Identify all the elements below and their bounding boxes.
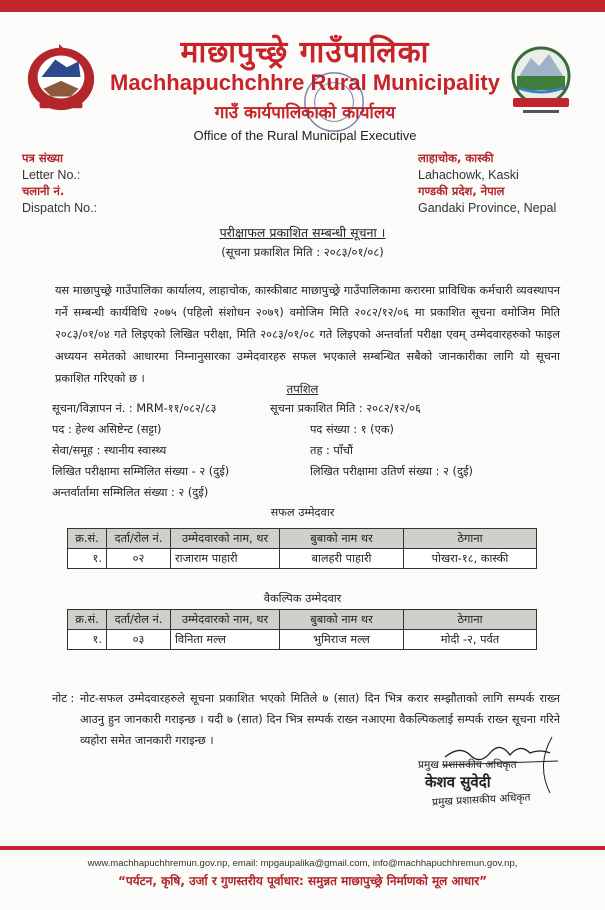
letter-no-label-en: Letter No.: [22, 167, 81, 182]
table-row [68, 630, 537, 650]
table-header-row [68, 610, 537, 630]
alternate-candidates-caption: वैकल्पिक उम्मेदवार [263, 592, 342, 605]
cell-serial: १. [68, 630, 107, 650]
signatory-title-handwritten: प्रमुख प्रशासकीय अधिकृत [418, 759, 517, 771]
municipality-name-english: Machhapuchchhre Rural Municipality [110, 70, 500, 95]
footer-motto: “पर्यटन, कृषि, उर्जा र गुणस्तरीय पूर्वाधार: समुन्नत माछापुच्छ्रे निर्माणको मूल आधार” [117, 874, 488, 888]
col-father-name: बुबाको नाम थर [280, 529, 404, 549]
municipality-name-nepali: माछापुच्छ्रे गाउँपालिका [180, 35, 430, 70]
col-candidate-name: उम्मेदवारको नाम, थर [171, 610, 280, 630]
office-name-nepali: गाउँ कार्यपालिकाको कार्यालय [214, 103, 396, 123]
note-text: नोट-सफल उम्मेदवारहरुले सूचना प्रकाशित भएको मितिले ७ (सात) दिन भित्र करार सम्झौताको लागि सम्पर्क राख्न आउनु हुन जानकारी गराइन्छ । यदी ७ (सात) दिन भित्र सम्पर्क राख्न नआएमा वैकल्पिकलाई सम्पर्क राख्न सूचना गरिने व्यहोरा समेत जानकारी गराइन्छ । [80, 692, 560, 747]
successful-candidates-caption: सफल उम्मेदवार [270, 506, 335, 519]
col-serial: क्र.सं. [68, 529, 107, 549]
col-father-name: बुबाको नाम थर [280, 610, 404, 630]
office-name-english: Office of the Rural Municipal Executive [193, 128, 417, 143]
location-ne: लाहाचोक, कास्की [418, 151, 494, 165]
cell-roll-no: ०३ [107, 630, 171, 650]
signatory-title-stamp: प्रमुख प्रशासकीय अधिकृत [431, 791, 531, 809]
detail-post: पद : हेल्थ असिष्टेन्ट (सट्टा) [52, 423, 162, 436]
details-heading: तपशिल [286, 382, 319, 396]
cell-father-name: बालहरी पाहारी [280, 549, 404, 569]
alternate-candidates-table [67, 609, 537, 650]
table-row [68, 549, 537, 569]
notice-publish-date: (सूचना प्रकाशित मिति : २०८३/०१/०८) [221, 245, 384, 259]
cell-roll-no: ०२ [107, 549, 171, 569]
office-stamp-icon [300, 68, 368, 136]
table-header-row [68, 529, 537, 549]
municipality-logo-icon [505, 42, 577, 122]
detail-notice-number: सूचना/विज्ञापन नं. : MRM-११/०८२/८३ [52, 402, 217, 415]
footer-divider [0, 846, 605, 850]
cell-address: मोदी -२, पर्वत [404, 630, 537, 650]
details-left [52, 398, 229, 503]
letter-meta-right [418, 150, 556, 216]
letter-no-label-ne: पत्र संख्या [22, 151, 64, 165]
dispatch-no-label-ne: चलानी नं. [22, 184, 65, 198]
cell-serial: १. [68, 549, 107, 569]
detail-interview-participants: अन्तर्वार्तामा सम्मिलित संख्या : २ (दुई) [52, 486, 209, 499]
col-address: ठेगाना [404, 610, 537, 630]
notice-body: यस माछापुच्छ्रे गाउँपालिका कार्यालय, लाहाचोक, कास्कीबाट माछापुच्छ्रे गाउँपालिकामा करारमा प्राविधिक कर्मचारी व्यवस्थापन गर्ने सम्बन्धी कार्यविधि २०७५ (पहिलो संशोधन २०७९) वमोजिम मिति २०८२/१२/०६ मा प्रकाशित सूचना वमोजिम मिति २०८३/०१/०४ गते लिइएको लिखित परीक्षा, मिति २०८३/०१/०८ गते लिइएको अन्तर्वार्ता परीक्षा एवम् उम्मेदवारहरुको फाइल अध्ययन समेतको आधारमा निम्नानुसारका उम्मेदवारहरु सफल भएकाले सम्बन्धित सबैको जानकारीका लागि यो सूचना प्रकाशित गरिएको छ । [55, 284, 560, 385]
header-top-bar [0, 0, 605, 12]
col-address: ठेगाना [404, 529, 537, 549]
details-right [270, 398, 473, 482]
location-en: Lahachowk, Kaski [418, 167, 519, 182]
successful-candidates-table [67, 528, 537, 569]
letter-meta-left [22, 150, 97, 216]
note-label: नोट : [52, 692, 75, 705]
cell-father-name: भुमिराज मल्ल [280, 630, 404, 650]
col-candidate-name: उम्मेदवारको नाम, थर [171, 529, 280, 549]
col-serial: क्र.सं. [68, 610, 107, 630]
col-roll-no: दर्ता/रोल नं. [107, 529, 171, 549]
detail-written-passed: लिखित परीक्षामा उतिर्ण संख्या : २ (दुई) [310, 465, 473, 478]
detail-service-group: सेवा/समूह : स्थानीय स्वास्थ्य [52, 444, 167, 457]
detail-written-participants: लिखित परीक्षामा सम्मिलित संख्या - २ (दुई) [52, 465, 230, 478]
footer-contacts: www.machhapuchhremun.gov.np, email: mpgaupalika@gmail.com, info@machhapuchhremun.gov.np, [87, 858, 518, 869]
province-ne: गण्डकी प्रदेश, नेपाल [418, 184, 505, 198]
signatory-name: केशव सुवेदी [425, 773, 491, 791]
detail-post-count: पद संख्या : १ (एक) [310, 423, 394, 436]
cell-address: पोखरा-१८, कास्की [404, 549, 537, 569]
province-en: Gandaki Province, Nepal [418, 200, 557, 215]
dispatch-no-label-en: Dispatch No.: [22, 200, 98, 215]
cell-candidate-name: विनिता मल्ल [171, 630, 280, 650]
nepal-emblem-icon [22, 38, 100, 116]
cell-candidate-name: राजाराम पाहारी [171, 549, 280, 569]
col-roll-no: दर्ता/रोल नं. [107, 610, 171, 630]
detail-level: तह : पाँचौं [310, 444, 353, 457]
detail-publish-date: सूचना प्रकाशित मिति : २०८२/१२/०६ [270, 402, 421, 415]
notice-title: परीक्षाफल प्रकाशित सम्बन्धी सूचना । [219, 225, 386, 240]
